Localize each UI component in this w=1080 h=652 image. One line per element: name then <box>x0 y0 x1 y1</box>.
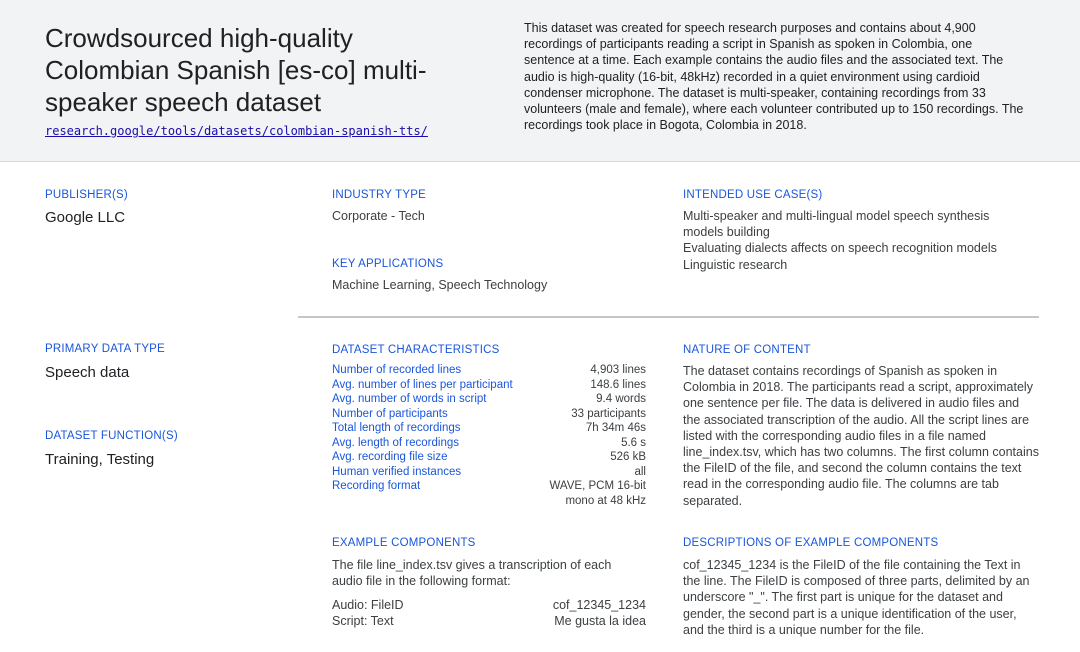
char-value: 33 participants <box>571 407 646 420</box>
table-row <box>332 392 646 407</box>
char-key: Total length of recordings <box>332 422 461 434</box>
char-key: Avg. number of words in script <box>332 393 487 405</box>
dataset-function-value: Training, Testing <box>45 451 155 468</box>
char-value: 9.4 words <box>596 393 646 405</box>
characteristics-table <box>332 363 646 508</box>
example-value: Me gusta la idea <box>554 614 646 628</box>
char-key: Human verified instances <box>332 465 462 478</box>
char-key: Avg. number of lines per participant <box>332 378 513 391</box>
table-row <box>332 378 646 393</box>
table-row <box>332 465 646 480</box>
industry-value: Corporate - Tech <box>332 209 425 223</box>
char-value: 7h 34m 46s <box>585 422 646 434</box>
page-title: Crowdsourced high-quality Colombian Spanish [es-co] multi-speaker speech dataset <box>45 23 427 117</box>
header-band <box>0 0 1080 162</box>
industry-label: INDUSTRY TYPE <box>332 189 426 201</box>
table-row <box>332 598 646 612</box>
example-components-intro: The file line_index.tsv gives a transcription of each audio file in the following format: <box>332 558 612 589</box>
char-key: Avg. recording file size <box>332 451 448 463</box>
example-descriptions-label: DESCRIPTIONS OF EXAMPLE COMPONENTS <box>683 537 939 549</box>
section-divider <box>298 316 1039 318</box>
nature-label: NATURE OF CONTENT <box>683 344 811 356</box>
char-key: Recording format <box>332 480 421 492</box>
intended-use-item: Multi-speaker and multi-lingual model speech synthesis models building <box>683 209 990 240</box>
table-row <box>332 494 646 509</box>
primary-data-type-label: PRIMARY DATA TYPE <box>45 343 165 355</box>
table-row <box>332 450 646 465</box>
char-value: 148.6 lines <box>590 378 646 391</box>
intended-use-item: Linguistic research <box>683 257 788 272</box>
publisher-label: PUBLISHER(S) <box>45 189 128 201</box>
intended-use-list <box>683 208 1023 273</box>
characteristics-label: DATASET CHARACTERISTICS <box>332 344 500 356</box>
char-value: 4,903 lines <box>590 364 646 376</box>
dataset-description: This dataset was created for speech research purposes and contains about 4,900 recordings of participants reading a script in Spanish as spoken in Colombia, one sentence at a time. Each example contains the audio files and the associated text. The audio is high-quality (16-bit, 48kHz) recorded in a quiet environment using cardioid condenser microphone. The dataset is multi-speaker, containing recordings from 33 volunteers (male and female), where each volunteer contributed up to 150 recordings. The recordings took place in Bogota, Colombia in 2018. <box>524 21 1024 133</box>
nature-value: The dataset contains recordings of Spanish as spoken in Colombia in 2018. The participants read a script, approximately one sentence per file. The data is delivered in audio files and the associated transcription of the audio. All the script lines are listed with the corresponding audio files in a file named line_index.tsv, which has two columns. The first column contains the FileID of the file, and second the column contains the text read in the corresponding audio file. The columns are tab separated. <box>683 364 1039 508</box>
char-key: Number of participants <box>332 407 448 420</box>
char-value: mono at 48 kHz <box>565 494 646 507</box>
table-row <box>332 407 646 422</box>
char-value: WAVE, PCM 16-bit <box>549 480 646 492</box>
key-applications-value: Machine Learning, Speech Technology <box>332 278 548 292</box>
char-value: 5.6 s <box>621 436 646 449</box>
intended-use-label: INTENDED USE CASE(S) <box>683 189 823 201</box>
example-key: Audio: FileID <box>332 598 404 612</box>
publisher-value: Google LLC <box>45 209 126 226</box>
table-row <box>332 479 646 494</box>
primary-data-type-value: Speech data <box>45 364 130 381</box>
example-value: cof_12345_1234 <box>552 598 646 612</box>
char-value: 526 kB <box>610 451 646 463</box>
dataset-link[interactable]: research.google/tools/datasets/colombian-spanish-tts/ <box>45 124 428 138</box>
table-row <box>332 436 646 451</box>
example-key: Script: Text <box>332 614 394 628</box>
table-row <box>332 363 646 378</box>
char-value: all <box>634 465 646 478</box>
table-row <box>332 421 646 436</box>
key-applications-label: KEY APPLICATIONS <box>332 258 444 270</box>
dataset-function-label: DATASET FUNCTION(S) <box>45 430 178 442</box>
char-key: Avg. length of recordings <box>332 436 460 449</box>
table-row <box>332 614 646 628</box>
example-descriptions-value: cof_12345_1234 is the FileID of the file containing the Text in the line. The FileID is composed of three parts, delimited by an underscore "_". The first part is unique for the dataset and gender, the second part is a unique identification of the user, and the third is a unique number for the file. <box>683 558 1030 637</box>
intended-use-item: Evaluating dialects affects on speech recognition models <box>683 241 997 256</box>
char-key: Number of recorded lines <box>332 364 462 376</box>
example-components-label: EXAMPLE COMPONENTS <box>332 537 476 549</box>
